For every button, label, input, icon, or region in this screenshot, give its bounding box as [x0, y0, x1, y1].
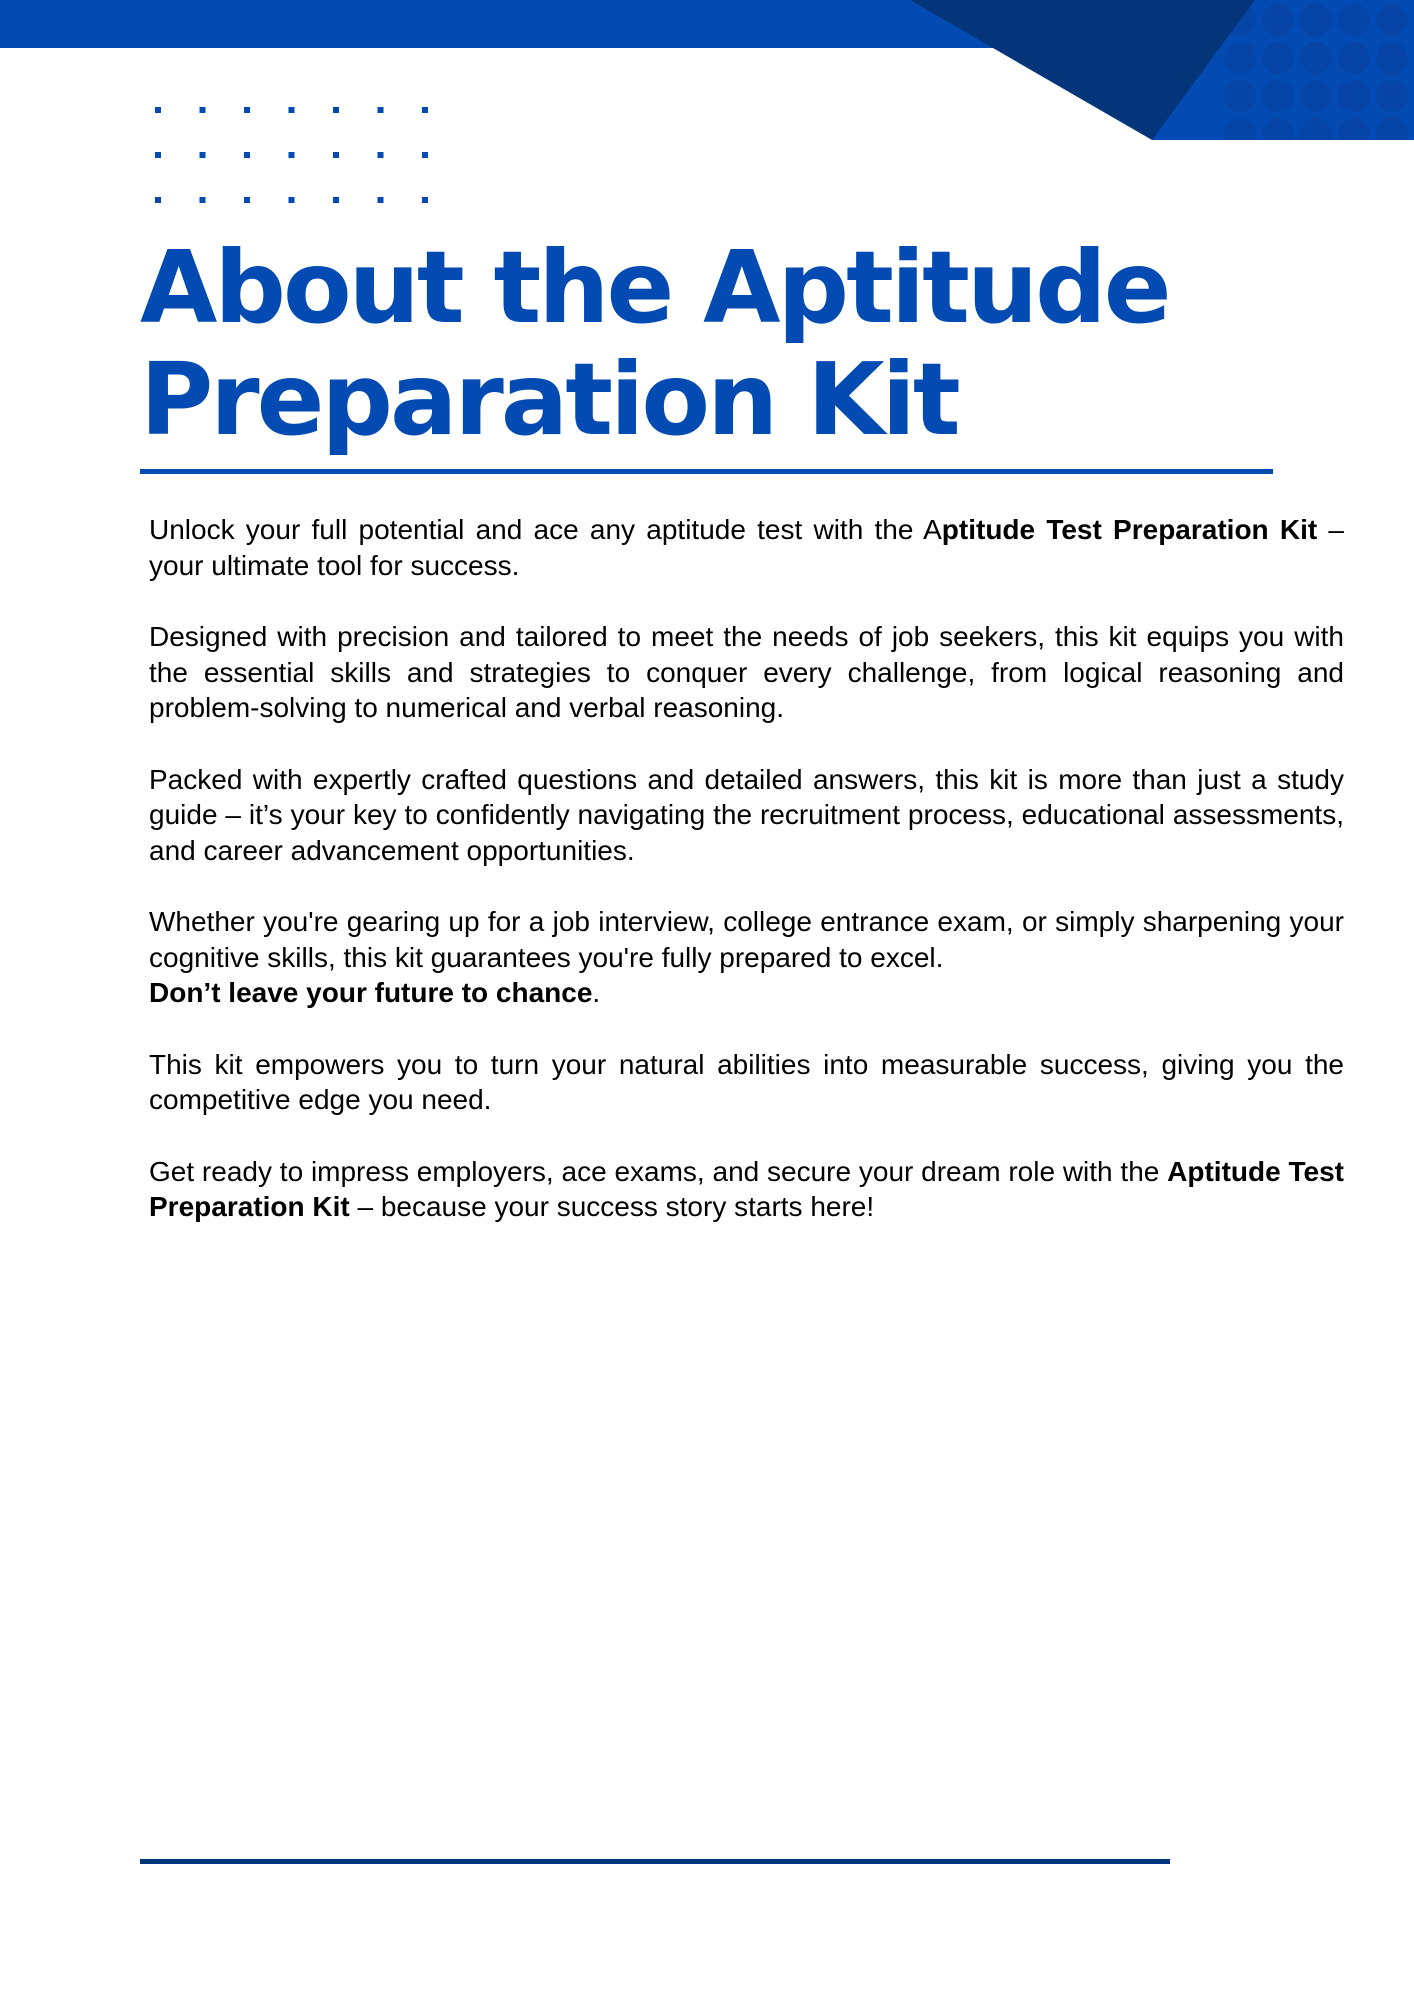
corner-circle — [1338, 4, 1370, 36]
paragraph-get-ready-tail: – because your success story starts here! — [349, 1191, 875, 1222]
dot — [378, 107, 384, 113]
dot — [200, 197, 206, 203]
corner-circle — [1338, 80, 1370, 112]
dot — [244, 197, 250, 203]
body-text — [149, 512, 1344, 1261]
title-underline — [140, 469, 1273, 474]
page-title-line-2: Preparation Kit — [140, 341, 958, 458]
paragraph-whether-text: Whether you're gearing up for a job interview, college entrance exam, or simply sharpening your cognitive skills, this kit guarantees you're fully prepared to excel. — [149, 906, 1344, 973]
dot — [200, 107, 206, 113]
corner-circle — [1300, 42, 1332, 74]
dot — [333, 152, 339, 158]
corner-circle — [1376, 80, 1408, 112]
dot — [244, 152, 250, 158]
dot — [289, 107, 295, 113]
dot — [289, 197, 295, 203]
corner-circle — [1300, 80, 1332, 112]
dot — [155, 197, 161, 203]
paragraph-intro-text: Unlock your full potential and ace any aptitude test with the A — [149, 514, 942, 545]
dot-grid-pattern — [150, 102, 450, 212]
corner-circle — [1376, 42, 1408, 74]
paragraph-packed: Packed with expertly crafted questions and detailed answers, this kit is more than just a study guide – it’s your key to confidently navigating the recruitment process, educational assessments, and career advancement opportunities. — [149, 763, 1344, 866]
paragraph-whether — [149, 904, 1344, 1011]
footer-rule — [140, 1859, 1170, 1864]
dot — [155, 152, 161, 158]
dot — [333, 197, 339, 203]
corner-circle — [1300, 4, 1332, 36]
dot — [200, 152, 206, 158]
dot — [244, 107, 250, 113]
corner-circle — [1262, 118, 1294, 150]
paragraph-intro-tail: – your ultimate tool for success. — [149, 514, 1344, 581]
dot — [378, 197, 384, 203]
corner-circle — [1376, 4, 1408, 36]
paragraph-design: Designed with precision and tailored to meet the needs of job seekers, this kit equips you with the essential skills and strategies to conquer every challenge, from logical reasoning and problem-solving to numerical and verbal reasoning. — [149, 621, 1344, 723]
corner-circle — [1262, 42, 1294, 74]
corner-circle — [1224, 118, 1256, 150]
dot — [378, 152, 384, 158]
corner-circle — [1338, 118, 1370, 150]
paragraph-empowers: This kit empowers you to turn your natural abilities into measurable success, giving you the competitive edge you need. — [149, 1048, 1344, 1115]
dot — [333, 107, 339, 113]
dot — [422, 197, 428, 203]
paragraph-get-ready — [149, 1154, 1344, 1225]
paragraph-whether-bold: Don’t leave your future to chance — [149, 977, 593, 1008]
paragraph-whether-tail: . — [592, 977, 601, 1008]
corner-circle — [1300, 118, 1332, 150]
corner-circle — [1262, 80, 1294, 112]
corner-circle — [1262, 4, 1294, 36]
corner-circle — [1224, 80, 1256, 112]
page-title-line-1: About the Aptitude — [140, 229, 1169, 346]
corner-circle — [1224, 42, 1256, 74]
dot — [289, 152, 295, 158]
dot — [422, 107, 428, 113]
paragraph-intro-bold: ptitude Test Preparation Kit — [941, 514, 1318, 545]
corner-circle — [1376, 118, 1408, 150]
page-title — [140, 229, 1290, 458]
paragraph-get-ready-text: Get ready to impress employers, ace exams, and secure your dream role with the — [149, 1155, 1168, 1187]
dot — [422, 152, 428, 158]
dot — [155, 107, 161, 113]
paragraph-intro — [149, 512, 1344, 583]
paragraph-get-ready-bold: Aptitude Test Preparation Kit — [149, 1155, 1344, 1222]
corner-circle — [1338, 42, 1370, 74]
